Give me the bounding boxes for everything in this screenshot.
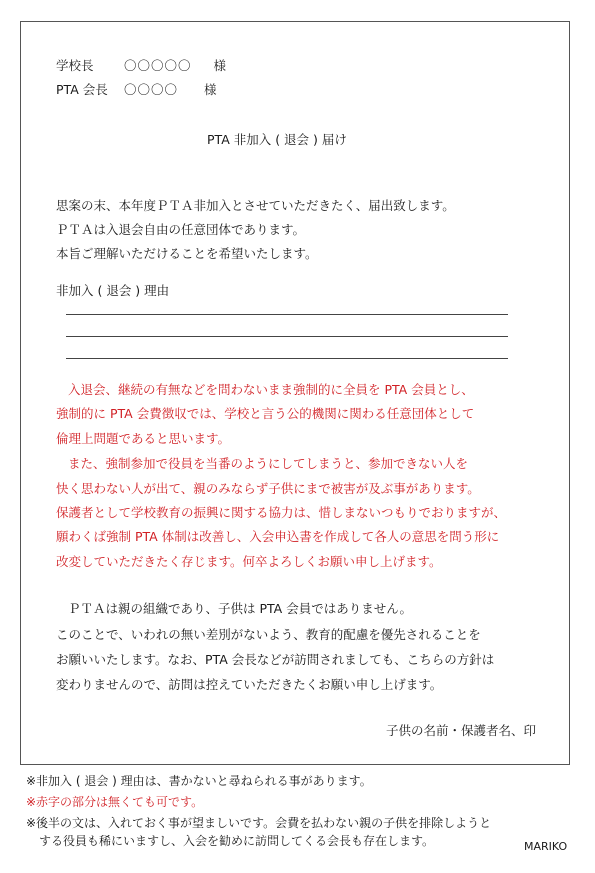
reason-blank-line: [66, 336, 508, 337]
closing-line: ＰＴＡは親の組織であり、子供は PTA 会員ではありません。: [68, 601, 412, 616]
closing-line: 変わりませんので、訪問は控えていただきたくお願い申し上げます。: [56, 677, 443, 692]
addressee-name: 〇〇〇〇: [124, 82, 179, 97]
document-title: PTA 非加入 ( 退会 ) 届け: [207, 132, 347, 147]
note-line-red: ※赤字の部分は無くても可です。: [26, 795, 204, 809]
red-line: 快く思わない人が出て、親のみならず子供にまで被害が及ぶ事があります。: [56, 481, 480, 496]
intro-line: ＰＴＡは入退会自由の任意団体であります。: [56, 222, 306, 237]
red-line: 強制的に PTA 会費徴収では、学校と言う公的機関に関わる任意団体として: [56, 406, 475, 421]
red-line: 願わくば強制 PTA 体制は改善し、入会申込書を作成して各人の意思を問う形に: [56, 529, 500, 544]
intro-line: 思案の末、本年度ＰＴＡ非加入とさせていただきたく、届出致します。: [56, 198, 455, 213]
signature: 子供の名前・保護者名、印: [386, 723, 537, 738]
note-line: ※非加入 ( 退会 ) 理由は、書かないと尋ねられる事があります。: [26, 774, 372, 788]
red-line: 入退会、継続の有無などを問わないまま強制的に全員を PTA 会員とし、: [68, 382, 474, 397]
reason-blank-line: [66, 358, 508, 359]
intro-line: 本旨ご理解いただけることを希望いたします。: [56, 246, 318, 261]
note-line: する役員も稀にいますし、入会を勧めに訪問してくる会長も存在します。: [39, 834, 435, 848]
reason-blank-line: [66, 314, 508, 315]
closing-line: このことで、いわれの無い差別がないよう、教育的配慮を優先されることを: [56, 627, 481, 642]
addressee-honorific: 様: [213, 58, 227, 73]
addressee-name: 〇〇〇〇〇: [124, 58, 192, 73]
reason-label: 非加入 ( 退会 ) 理由: [56, 283, 170, 298]
red-line: 改変していただきたく存じます。何卒よろしくお願い申し上げます。: [56, 554, 442, 569]
note-line: ※後半の文は、入れておく事が望ましいです。会費を払わない親の子供を排除しようと: [26, 816, 492, 830]
author-credit: MARIKO: [524, 840, 568, 853]
addressee-principal: [56, 58, 226, 74]
red-line: 保護者として学校教育の振興に関する協力は、惜しまないつもりでおりますが、: [56, 505, 507, 520]
red-line: 倫理上問題であると思います。: [56, 431, 231, 446]
addressee-role: 学校長: [56, 58, 94, 73]
red-line: また、強制参加で役員を当番のようにしてしまうと、参加できない人を: [68, 456, 469, 471]
addressee-honorific: 様: [204, 82, 217, 97]
addressee-pta-chair: [56, 82, 217, 98]
addressee-role: PTA 会長: [56, 82, 108, 97]
closing-line: お願いいたします。なお、PTA 会長などが訪問されましても、こちらの方針は: [56, 652, 495, 667]
